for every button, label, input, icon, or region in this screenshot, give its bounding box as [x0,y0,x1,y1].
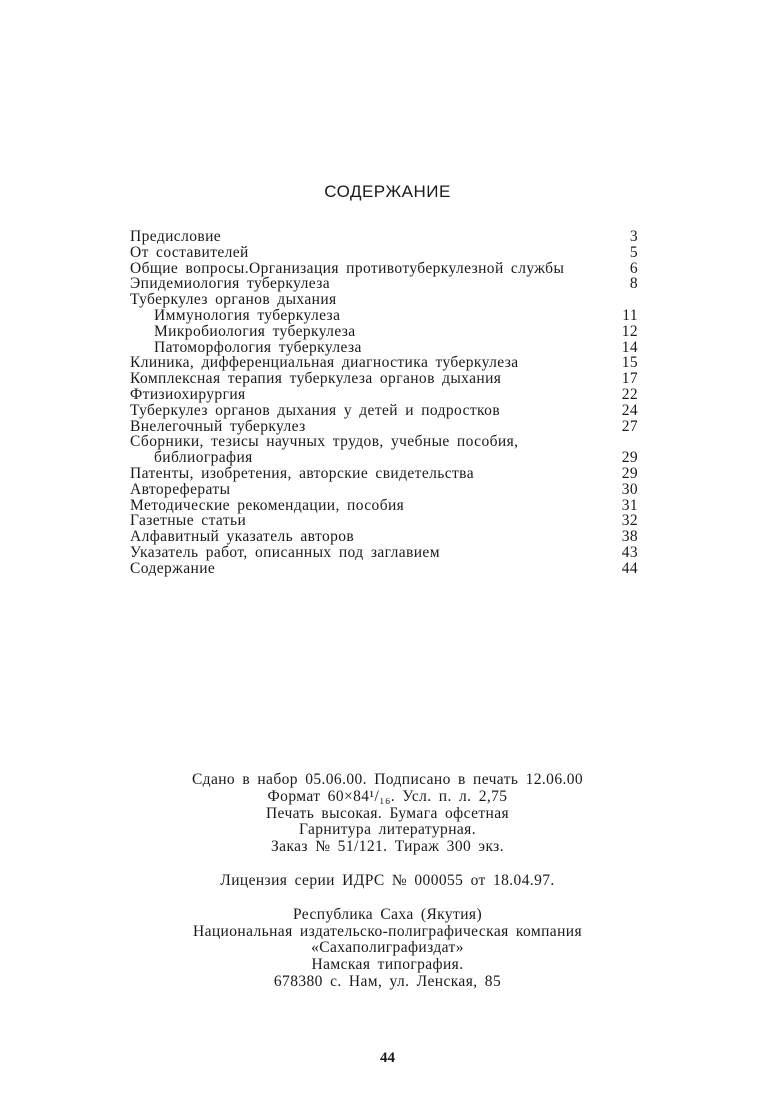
publisher-info [0,907,775,991]
toc-entry [130,498,638,514]
colophon-line: Гарнитура литературная. [299,821,476,839]
toc-entry [130,387,638,403]
colophon-line: Намская типография. [311,956,464,974]
license-line: Лицензия серии ИДРС № 000055 от 18.04.97. [220,871,555,889]
table-of-contents [130,229,638,577]
toc-entry-page: 29 [621,449,638,467]
colophon-line: Национальная издательско-полиграфическая компания [192,922,583,940]
toc-entry-page: 32 [621,512,638,530]
toc-entry-label: Фтизиохирургия [130,385,246,403]
toc-entry-label: Внелегочный туберкулез [130,417,306,435]
toc-entry-page: 17 [621,370,638,388]
toc-entry-label: Эпидемиология туберкулеза [130,275,330,293]
colophon-line: Печать высокая. Бумага офсетная [265,804,510,822]
toc-entry-label: Предисловие [130,228,222,245]
toc-entry-label: Газетные статьи [130,512,247,530]
colophon-line: Заказ № 51/121. Тираж 300 экз. [271,838,504,856]
toc-entry-label: Алфавитный указатель авторов [130,528,355,546]
toc-entry [130,324,638,340]
toc-entry-label: Туберкулез органов дыхания у детей и подростков [130,401,501,419]
toc-entry-label: Содержание [130,559,216,577]
toc-entry-page: 44 [621,559,638,577]
toc-entry [130,276,638,292]
colophon [0,772,775,991]
print-info [0,772,775,856]
toc-entry-page: 15 [621,354,638,372]
toc-entry-label: Клиника, дифференциальная диагностика туберкулеза [130,354,519,372]
toc-entry-label: Микробиология туберкулеза [154,322,356,340]
toc-entry-label: Иммунология туберкулеза [154,306,341,324]
toc-entry-page: 12 [621,322,638,340]
page-number: 44 [380,1050,395,1066]
toc-entry-page: 30 [621,480,638,498]
toc-entry-page: 31 [621,496,638,514]
toc-entry [130,561,638,577]
toc-entry-label: От составителей [130,243,249,261]
toc-entry-page: 11 [622,306,638,324]
toc-entry-page: 22 [621,385,638,403]
toc-entry [130,513,638,529]
toc-entry [130,308,638,324]
toc-entry [130,371,638,387]
toc-entry [130,529,638,545]
toc-entry-label: Общие вопросы.Организация противотуберкулезной службы [130,259,565,277]
toc-entry-page: 8 [629,275,638,293]
toc-entry-page: 5 [629,243,638,261]
toc-entry-label: Авторефераты [130,480,231,498]
toc-entry [130,450,638,466]
toc-entry-label: Патенты, изобретения, авторские свидетельства [130,464,474,482]
toc-entry-page: 14 [621,338,638,356]
colophon-line: Формат 60×84¹/₁₆. Усл. п. л. 2,75 [267,787,508,805]
toc-entry [130,229,638,245]
toc-entry-page: 6 [629,259,638,277]
page-title: СОДЕРЖАНИЕ [324,182,451,201]
toc-entry [130,245,638,261]
toc-entry [130,419,638,435]
toc-entry-page: 24 [621,401,638,419]
toc-entry [130,434,638,450]
toc-entry-page: 43 [621,543,638,561]
colophon-line: Республика Саха (Якутия) [292,905,483,923]
toc-entry-label: Туберкулез органов дыхания [130,291,337,309]
toc-entry-label: Сборники, тезисы научных трудов, учебные пособия, [130,433,519,451]
toc-entry-label: Методические рекомендации, пособия [130,496,405,514]
toc-entry [130,261,638,277]
toc-entry-label: Указатель работ, описанных под заглавием [130,543,440,561]
toc-entry-page: 27 [621,417,638,435]
toc-entry-label: Патоморфология туберкулеза [154,338,362,356]
colophon-line: «Сахаполиграфиздат» [311,939,464,957]
toc-entry [130,340,638,356]
toc-entry-label: Комплексная терапия туберкулеза органов дыхания [130,370,502,388]
toc-entry [130,466,638,482]
toc-entry [130,292,638,308]
toc-entry-label: библиография [154,449,253,467]
colophon-line: Сдано в набор 05.06.00. Подписано в печать 12.06.00 [191,771,584,788]
toc-entry [130,355,638,371]
toc-entry-page: 38 [621,528,638,546]
toc-entry [130,482,638,498]
toc-entry-page: 3 [629,228,638,245]
toc-entry [130,403,638,419]
colophon-line: 678380 с. Нам, ул. Ленская, 85 [273,972,502,990]
toc-entry-page: 29 [621,464,638,482]
toc-entry [130,545,638,561]
